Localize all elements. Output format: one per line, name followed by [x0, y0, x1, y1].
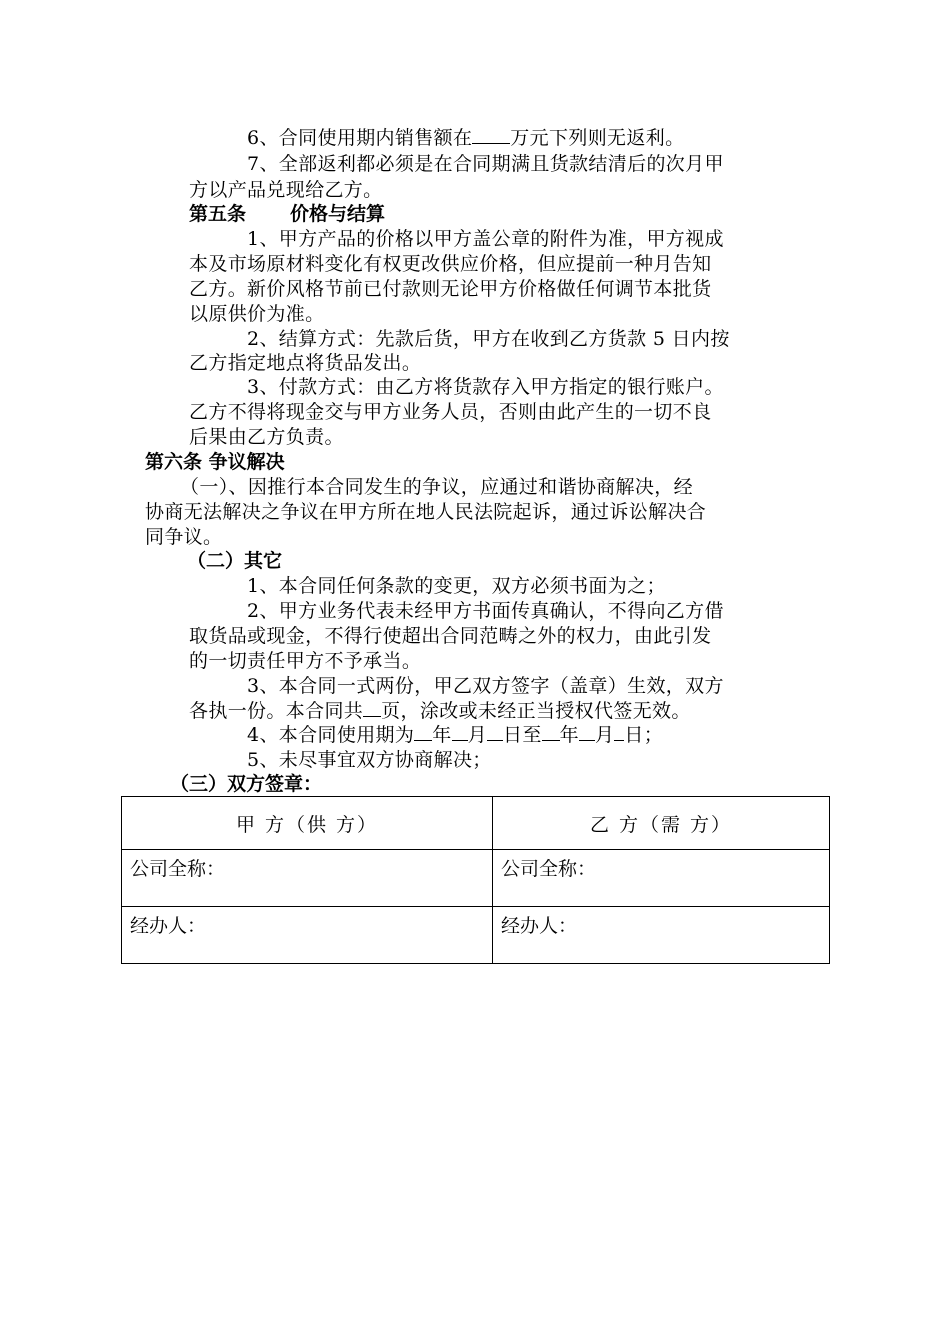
party-b-agent-field[interactable]: 经办人： [493, 907, 830, 964]
signature-heading: （三）双方签章： [170, 773, 323, 795]
pages-blank [363, 698, 381, 717]
other-item2-line3: 的一切责任甲方不予承当。 [189, 650, 422, 672]
end-year-blank [542, 722, 560, 741]
clause5-item1-line4: 以原供价为准。 [189, 303, 325, 325]
other-item3-line2: 各执一份。本合同共 页，涂改或未经正当授权代签无效。 [189, 700, 691, 722]
end-month-blank [579, 722, 595, 741]
clause6-p1-line2: 协商无法解决之争议在甲方所在地人民法院起诉，通过诉讼解决合 [145, 501, 707, 523]
clause4-item7-line1: 7、全部返利都必须是在合同期满且货款结清后的次月甲 [247, 153, 724, 175]
party-b-company-field[interactable]: 公司全称： [493, 850, 830, 907]
other-item5: 5、未尽事宜双方协商解决； [247, 749, 492, 771]
party-b-header: 乙 方（需 方） [493, 797, 830, 850]
party-a-company-field[interactable]: 公司全称： [122, 850, 493, 907]
start-day-blank [487, 722, 503, 741]
end-day-blank [614, 722, 624, 741]
company-name-row [122, 850, 830, 907]
amount-blank [472, 125, 510, 144]
start-month-blank [452, 722, 468, 741]
clause6-p1-line1: （一）、因推行本合同发生的争议，应通过和谐协商解决，经 [180, 476, 693, 498]
other-item4: 4、本合同使用期为 年 月 日至 年 月 日； [247, 724, 664, 746]
clause5-item3-line1: 3、付款方式：由乙方将货款存入甲方指定的银行账户。 [247, 376, 724, 398]
clause5-item3-line3: 后果由乙方负责。 [189, 426, 344, 448]
other-item2-line1: 2、甲方业务代表未经甲方书面传真确认，不得向乙方借 [247, 600, 724, 622]
other-item2-line2: 取货品或现金，不得行使超出合同范畴之外的权力，由此引发 [189, 625, 712, 647]
other-heading: （二）其它 [187, 550, 283, 572]
party-a-header: 甲 方（供 方） [122, 797, 493, 850]
clause5-item3-line2: 乙方不得将现金交与甲方业务人员，否则由此产生的一切不良 [189, 401, 712, 423]
clause6-p1-line3: 同争议。 [145, 526, 223, 548]
clause4-item7-line2: 方以产品兑现给乙方。 [189, 179, 383, 201]
clause6-heading: 第六条 争议解决 [145, 451, 285, 473]
other-item3-line1: 3、本合同一式两份，甲乙双方签字（盖章）生效，双方 [247, 675, 724, 697]
clause5-item2-line1: 2、结算方式：先款后货，甲方在收到乙方货款 5 日内按 [247, 328, 730, 350]
clause5-item2-line2: 乙方指定地点将货品发出。 [189, 352, 422, 374]
signature-table [121, 796, 830, 964]
signature-header-row [122, 797, 830, 850]
clause5-heading: 第五条 价格与结算 [189, 203, 386, 225]
clause5-item1-line1: 1、甲方产品的价格以甲方盖公章的附件为准，甲方视成 [247, 228, 724, 250]
start-year-blank [414, 722, 432, 741]
clause5-item1-line2: 本及市场原材料变化有权更改供应价格，但应提前一种月告知 [189, 253, 712, 275]
clause5-item1-line3: 乙方。新价风格节前已付款则无论甲方价格做任何调节本批货 [189, 278, 712, 300]
other-item1: 1、本合同任何条款的变更，双方必须书面为之； [247, 575, 666, 597]
agent-row [122, 907, 830, 964]
clause4-item6: 6、合同使用期内销售额在 万元下列则无返利。 [247, 127, 685, 149]
party-a-agent-field[interactable]: 经办人： [122, 907, 493, 964]
